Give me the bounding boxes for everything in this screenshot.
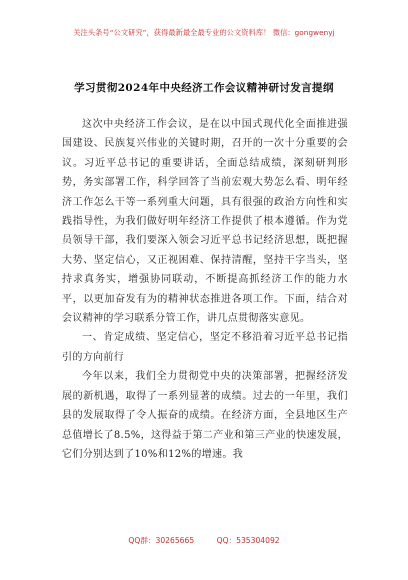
document-body bbox=[62, 115, 348, 464]
footer-qq-group: QQ群：30265665 bbox=[128, 536, 195, 545]
section-heading-1: 一、肯定成绩、坚定信心，坚定不移沿着习近平总书记指引的方向前行 bbox=[62, 332, 348, 363]
footer-contacts bbox=[0, 535, 408, 546]
paragraph-intro: 这次中央经济工作会议，是在以中国式现代化全面推进强国建设、民族复兴伟业的关键时期，召开的一次十分重要的会议。习近平总书记的重要讲话，全面总结成绩，深刻研判形势，务实部署工作，科学回答了当前宏观大势怎么看、明年经济工作怎么干等一系列重大问题，具有很强的政治方向性和实践指导性，为我们做好明年经济工作提供了根本遵循。作为党员领导干部，我们要深入领会习近平总书记经济思想，既把握大势、坚定信心，又正视困难、保持清醒，坚持干字当头，坚持求真务实，增强协同联动，不断提高抓经济工作的能力水平，以更加奋发有为的精神状态推进各项工作。下面，结合对会议精神的学习联系分管工作，讲几点贯彻落实意见。 bbox=[62, 119, 348, 325]
paragraph-section-1: 今年以来，我们全力贯彻党中央的决策部署，把握经济发展的新机遇，取得了一系列显著的成绩。过去的一年里，我们县的发展取得了令人振奋的成绩。在经济方面，全县地区生产总值增长了8.5%，这得益于第二产业和第三产业的快速发展，它们分别达到了10%和12%的增速。我 bbox=[62, 371, 348, 460]
header-promo-note: 关注头条号“公文研究”，获得最新最全最专业的公文资料库！ 微信：gongwenyj bbox=[73, 28, 335, 37]
document-title: 学习贯彻2024年中央经济工作会议精神研讨发言提纲 bbox=[74, 82, 334, 94]
footer-qq: QQ：535304092 bbox=[216, 536, 280, 545]
